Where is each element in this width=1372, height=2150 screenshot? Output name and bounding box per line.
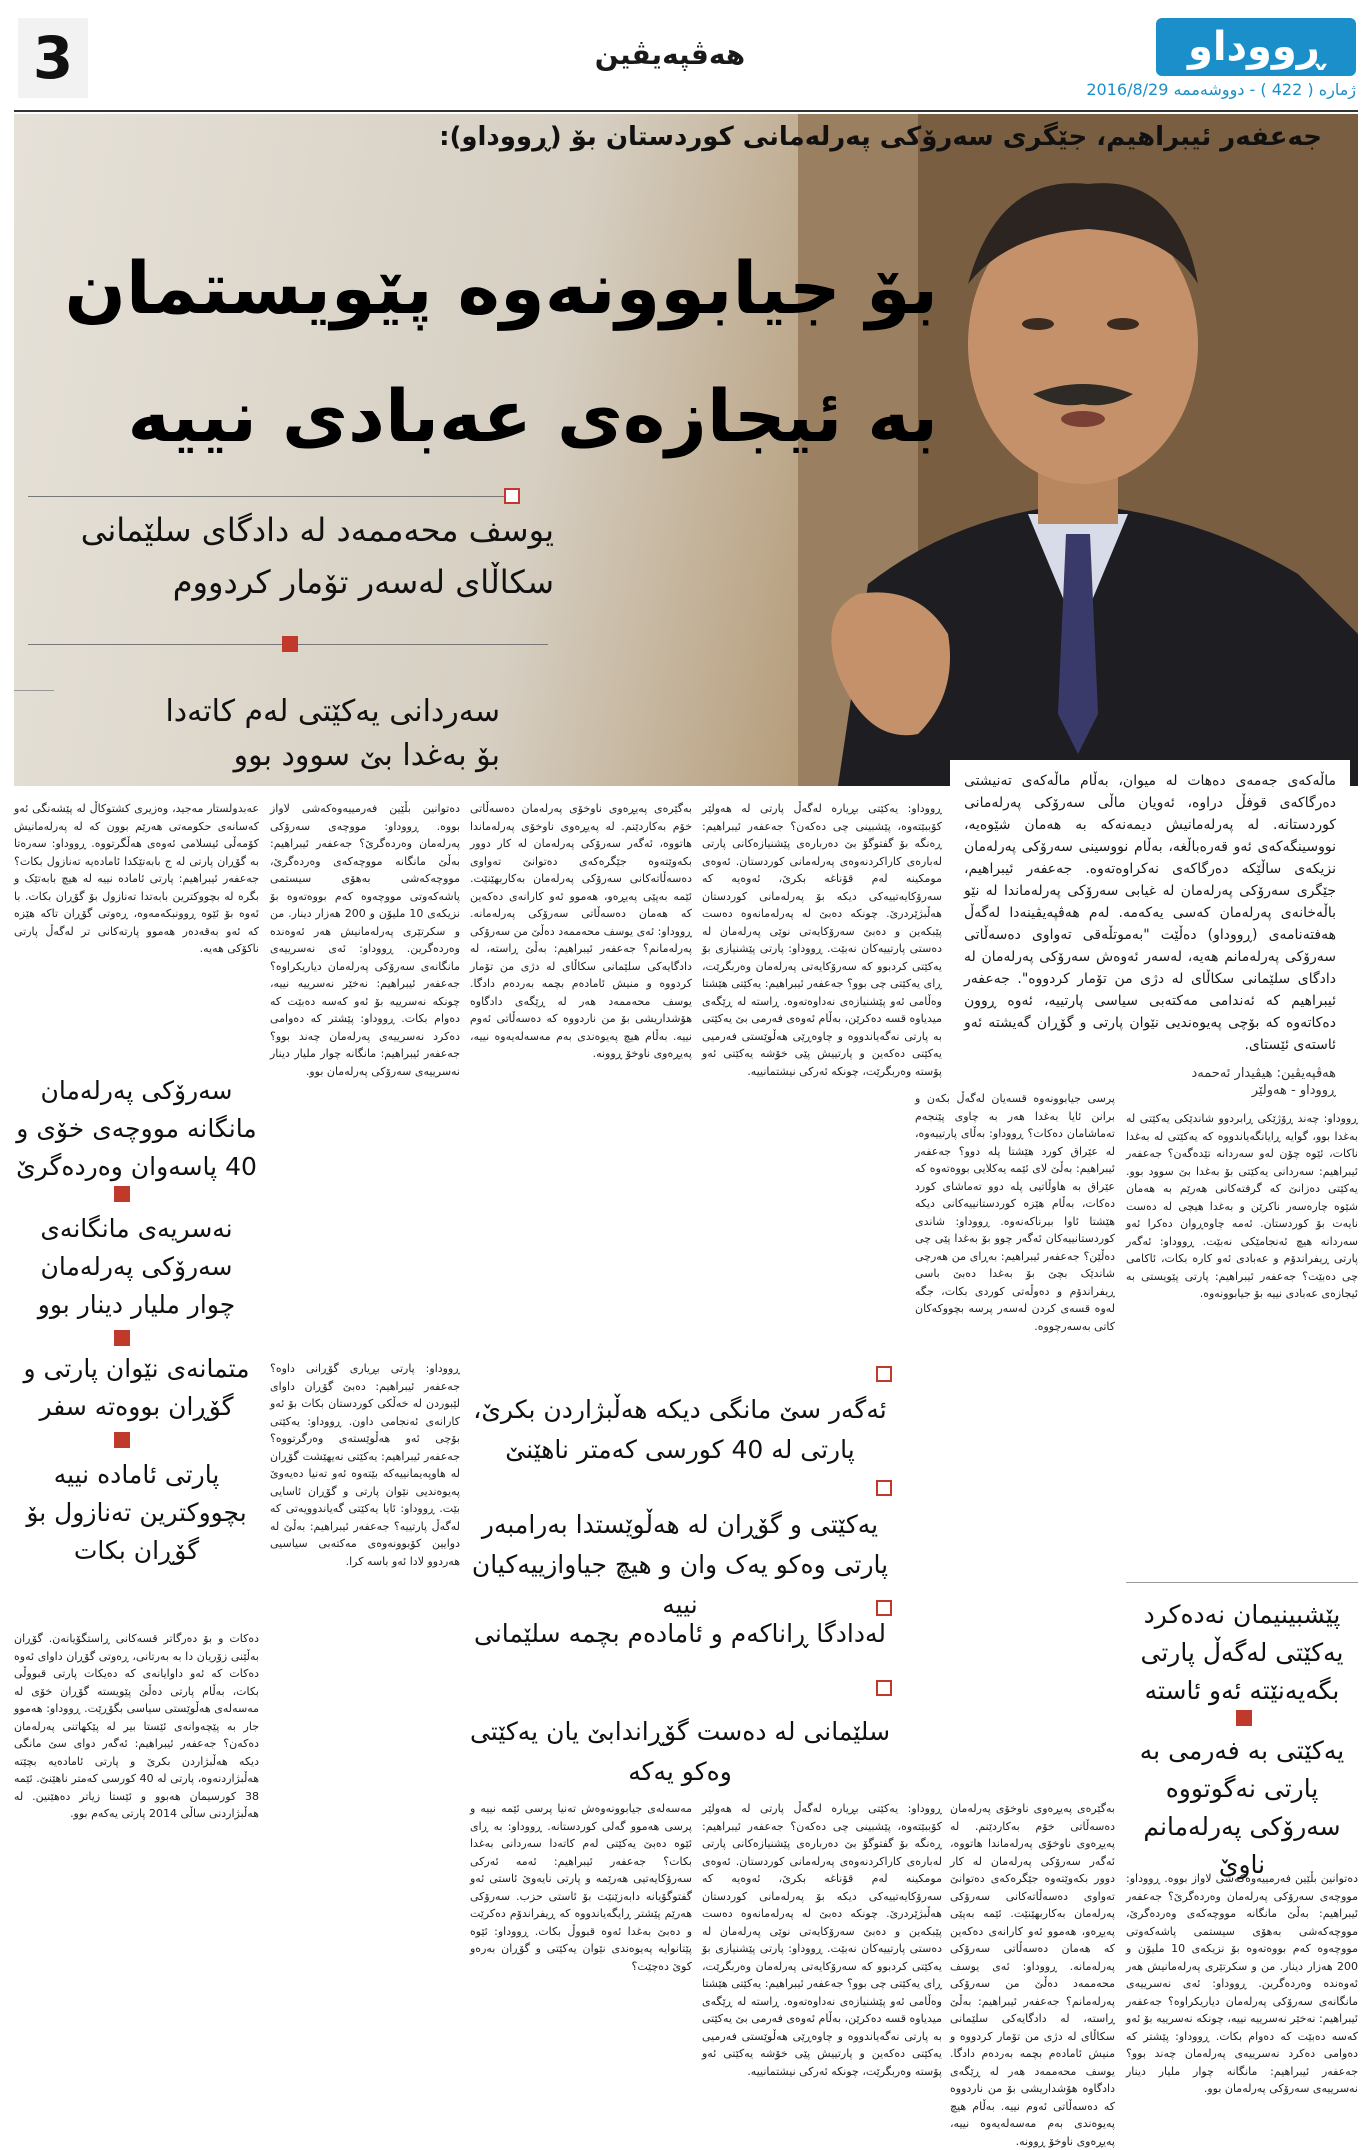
body-column-3: دەتوانین بڵێین فەرمییەوەکەشی لاواز بووە. ڕووداو: مووچەی سەرۆکی پەرلەمان وەردەگرێ؟ جەعفەر ئیبراهیم: بەڵێ مانگانە مووچەکەی وەردەگرێ، مووچەکەشی بەهۆی سیستمی پاشەکەوتی مووچەوە کەم بووەتەوە بۆ نزیکەی 10 ملیۆن و 200 هەزار دینار. من و سکرتێری پەرلەمانیش هەر ئەوەندە وەردەگرین. ڕووداو: ئەی نەسرییەی مانگانەی سەرۆکی پەرلەمان دیاریکراوە؟ جەعفەر ئیبراهیم: نەخێر نەسرییە نییە، چونکە نەسرییە بۆ ئەو کەسە دەبێت کە دەوام بکات. ڕووداو: پێشتر کە دەوامی دەکرد نەسرییەی پەرلەمان چەند بوو؟ جەعفەر ئیبراهیم: مانگانە چوار ملیار دینار نەسرییەی سەرۆکی پەرلەمان بوو.: [270, 802, 461, 1078]
body-column-1: ڕووداو: یەکێتی بڕیارە لەگەڵ پارتی لە هەولێر کۆببێتەوە، پێشبینی چی دەکەن؟ جەعفەر ئیبراهیم: ڕەنگە بۆ گفتوگۆ بێ دەربارەی پێشنیازەکانی پارتی لەبارەی کاراکردنەوەی پەرلەمانی کوردستان. ئەوەی مومکینە لەم قۆناغە بکرێ، ئەوەیە کە سەرۆکایەتییەکی دیکە بۆ پەرلەمانی کوردستان هەڵبژێردرێ. چونکە دەبێ لە پەرلەمانەوە دەست پێبکەین و دەبێ سەرۆکایەتی نوێی پەرلەمان لە دەستی پارتییەکان نەبێت. ڕووداو: پارتی پێشنیازی بۆ یەکێتی کردبوو کە سەرۆکایەتی پەرلەمان وەربگرێت، ڕای یەکێتی چی بوو؟ جەعفەر ئیبراهیم: یەکێتی هێشتا وەڵامی ئەو پێشنیازەی نەداوەتەوە. ڕاستە لە ڕێگەی میدیاوە قسە دەکرێن، بەڵام ئەوەی فەرمی بێ یەکێتی بە پارتی نەگەیاندووە و چاوەڕێی هەڵوێستی فەرمیی یەکێتی دەکەین و پارتییش پێی خۆشە یەکێتی ئەو پۆستە وەربگرێت، چونکە ئەرکی نیشتمانییە.: [702, 802, 942, 1078]
side-quote-2: نەسریەی مانگانەی سەرۆکی پەرلەمان چوار ملیار دینار بوو: [37, 1214, 236, 1319]
quote-square-icon: [876, 1680, 892, 1696]
quote-divider-icon: [114, 1186, 130, 1202]
pullquote-top-line-1: سەردانی یەکێتی لەم کاتەدا: [165, 694, 500, 729]
rudaw-logo: ڕووداو: [1156, 18, 1356, 76]
subhead-line-1: یوسف محەممەد لە دادگای سلێمانی: [80, 511, 554, 549]
page-number: 3: [18, 18, 88, 98]
mid-quote-2: یەکێتی و گۆڕان لە هەڵوێستدا بەرامبەر پارتی وەکو یەک وان و هیچ جیاوازییەکیان نییە: [471, 1510, 889, 1619]
mid-quote-3: لەدادگا ڕاناکەم و ئامادەم بچمە سلێمانی: [474, 1619, 886, 1648]
kicker: جەعفەر ئیبراهیم، جێگری سەرۆکی پەرلەمانی کوردستان بۆ (ڕووداو):: [439, 122, 1322, 152]
byline-location: ڕووداو - هەولێر: [1251, 1083, 1336, 1098]
body-column-4: عەبدولستار مەجید، وەزیری کشتوکاڵ لە پێشەنگی ئەو کەسانەی حکومەتی هەرێم بوون کە لە پەرلەمانیش کۆمەڵی ئیسلامی ئەوەی هەڵگرتووە. ڕووداو: سەرەتا بە گۆڕان پارتی لە ج بابەتێکدا ئامادەیە تەنازول بکات؟ جەعفەر ئیبراهیم: پارتی ئامادە نییە لە هیچ بابەتێک و بگرە لە بچووکترین بابەتدا تەنازول بۆ گۆڕان بکات. با ئەوە بۆ ئێوە ڕوونبکەمەوە، ڕەوتی گۆڕان تاکە هێزە کە ئەو بەقەدەر هەموو پارتەکانی تر لەگەڵ پارتی ناکۆکی هەیە.: [14, 802, 259, 955]
body-column-8: ڕووداو: پارتی بڕیاری گۆڕانی داوە؟ جەعفەر ئیبراهیم: دەبێ گۆڕان داوای لێبوردن لە خەڵکی کوردستان بکات بۆ ئەو کارانەی ئەنجامی داون. ڕووداو: یەکێتی بۆچی ئەو هەڵوێستەی وەرگرتووە؟ جەعفەر ئیبراهیم: یەکێتی نەیهێشت گۆڕان لە هاوپەیمانییەکە بێتەوە ئەو تەنیا دەیەوێ پەیوەندیی نێوان پارتی و گۆڕان ئاسایی بێت. ڕووداو: ئایا یەکێتی گەیاندوویەتی کە لەگەڵ پارتییە؟ جەعفەر ئیبراهیم: بەڵێ لە دوایین کۆبوونەوەی مەکتەبی سیاسیی هەردوو لادا ئەو باسە کرا.: [270, 1362, 460, 1568]
accent-square-filled-icon: [282, 636, 298, 652]
subhead-rule-top: [28, 496, 508, 497]
body-column-5: ڕووداو: چەند ڕۆژێکی ڕابردوو شاندێکی یەکێتی لە بەغدا بوو، گوایە ڕایانگەیاندووە کە یەکێتی لە بەغدا ناکات، ئێوە چۆن لەو سەردانە تێدەگەن؟ جەعفەر ئیبراهیم: سەردانی یەکێتی بۆ بەغدا بێ سوود بوو. یەکێتی دەزانێ کە گرفتەکانی هەرێم بە هەمان شێوە چارەسەر ناکرێن و بەغدا هیچی لە دەست نایەت بۆ کوردستان. ئەمە چاوەڕوان دەکرا ئەو سەردانە هیچ ئەنجامێکی نەبێت. ڕووداو: ئەگەر پارتی ڕیفراندۆم و عەبادی ئەو کارە بکات، ئاکامی چی دەبێت؟ جەعفەر ئیبراهیم: پارتی پێویستی بە ئیجازەی عەبادی نییە بۆ جیابوونەوە.: [1126, 1112, 1358, 1300]
header-divider: [14, 110, 1358, 112]
headline: [38, 224, 938, 480]
accent-square-icon: [504, 488, 520, 504]
pullquote-rule: [14, 690, 54, 691]
body-column-12: دەتوانین بڵێین فەرمییەوەکەشی لاواز بووە. ڕووداو: مووچەی سەرۆکی پەرلەمان وەردەگرێ؟ جەعفەر ئیبراهیم: بەڵێ مانگانە مووچەکەی وەردەگرێ، مووچەکەشی بەهۆی سیستمی پاشەکەوتی مووچەوە کەم بووەتەوە بۆ نزیکەی 10 ملیۆن و 200 هەزار دینار. من و سکرتێری پەرلەمانیش هەر ئەوەندە وەردەگرین. ڕووداو: ئەی نەسرییەی مانگانەی سەرۆکی پەرلەمان دیاریکراوە؟ جەعفەر ئیبراهیم: نەخێر نەسرییە نییە، چونکە نەسرییە بۆ ئەو کەسە دەبێت کە دەوام بکات. ڕووداو: پێشتر کە دەوامی دەکرد نەسرییەی پەرلەمان چەند بوو؟ جەعفەر ئیبراهیم: مانگانە چوار ملیار دینار نەسرییەی سەرۆکی پەرلەمان بوو.: [1126, 1872, 1358, 2095]
headline-line-1: بۆ جیابوونەوە پێویستمان: [64, 246, 938, 330]
mid-quote-4: سلێمانی لە دەست گۆڕاندابێ یان یەکێتی وەکو یەکە: [469, 1717, 891, 1786]
mid-quote-1: ئەگەر سێ مانگی دیکە هەڵبژاردن بکرێ، پارتی لە 40 کورسی کەمتر ناهێنێ: [473, 1395, 887, 1464]
right-quote-2: یەکێتی بە فەرمی بە پارتی نەگوتووە سەرۆکی پەرلەمانم ناوێ: [1139, 1736, 1345, 1879]
body-column-6: دەکات و بۆ دەرگاتر قسەکانی ڕاستگۆیانەن. گۆڕان بەڵێنی زۆریان دا بە بەرتانی، ڕەوتی گۆڕان داوای ئەوە دەکات کە ئەو داوایانەی کە دەیکات پارتی قبووڵی بکات، بەڵام پارتی دەڵێ پێویستە گۆڕان خۆی لە مەسەلەی هەڵوێستی سیاسی بگۆڕێت. ڕووداو: هەموو جار بە پێچەوانەی ئێستا بیر لە پێکهاتنی پەرلەمان دەکەن؟ جەعفەر ئیبراهیم: ئەگەر دوای سێ مانگی دیکە هەڵبژاردن بکرێ و پارتی ئامادەیە بچێتە هەڵبژاردنەوە، پارتی لە 40 کورسی کەمتر ناهێنێ. ئێمە 38 کورسیمان هەبوو و ئێستا زیاتر دەهێنین. لە هەڵبژاردنی ساڵی 2014 پارتی یەکەم بوو.: [14, 1632, 259, 1820]
page-header: [0, 0, 1372, 108]
section-title: هەڤپەیڤین: [594, 38, 746, 71]
side-quote-1: سەرۆکی پەرلەمان مانگانە مووچەی خۆی و 40 پاسەوان وەردەگرێ: [16, 1076, 257, 1181]
quote-divider-icon: [114, 1432, 130, 1448]
side-quote-3: متمانەی نێوان پارتی و گۆڕان بووەتە سفر: [23, 1354, 250, 1421]
body-column-7: پرسی جیابوونەوە قسەیان لەگەڵ بکەن و برانن ئایا بەغدا هەر بە چاوی پێنجەم تەماشامان دەکات؟ ڕووداو: بەڵای پارتییەوە، لە عێراق کورد هێشتا پلە دوو؟ جەعفەر ئیبراهیم: بەڵێ لای ئێمە یەکلایی بووەتەوە کە عێراق بە هاوڵاتیی پلە دوو تەماشای کورد دەکات، بەڵام هێزە کوردستانییەکانی دیکە هێشتا ئاوا بیرناکەنەوە. ڕووداو: شاندی کوردستانییەکان ئەگەر چوو بۆ بەغدا پێی چی دەڵێن؟ جەعفەر ئیبراهیم: بەڕای من هەرچی شاندێک بچێ بۆ بەغدا دەبێ باسی ڕیفراندۆم و دەوڵەتی کوردی بکات، جگە لەوە قسەی کردن لەسەر پرسە بچووکەکان کاتی بەسەرچووە.: [915, 1092, 1115, 1333]
pullquote-top: [80, 690, 500, 778]
pullquote-top-line-2: بۆ بەغدا بێ سوود بوو: [233, 738, 500, 773]
body-column-10: ڕووداو: یەکێتی بڕیارە لەگەڵ پارتی لە هەولێر کۆببێتەوە، پێشبینی چی دەکەن؟ جەعفەر ئیبراهیم: ڕەنگە بۆ گفتوگۆ بێ دەربارەی پێشنیازەکانی پارتی لەبارەی کاراکردنەوەی پەرلەمانی کوردستان. ئەوەی مومکینە لەم قۆناغە بکرێ، ئەوەیە کە سەرۆکایەتییەکی دیکە بۆ پەرلەمانی کوردستان هەڵبژێردرێ. چونکە دەبێ لە پەرلەمانەوە دەست پێبکەین و دەبێ سەرۆکایەتی نوێی پەرلەمان لە دەستی پارتییەکان نەبێت. ڕووداو: پارتی پێشنیازی بۆ یەکێتی کردبوو کە سەرۆکایەتی پەرلەمان وەربگرێت، ڕای یەکێتی چی بوو؟ جەعفەر ئیبراهیم: یەکێتی هێشتا وەڵامی ئەو پێشنیازەی نەداوەتەوە. ڕاستە لە ڕێگەی میدیاوە قسە دەکرێن، بەڵام ئەوەی فەرمی بێ یەکێتی بە پارتی نەگەیاندووە و چاوەڕێی هەڵوێستی فەرمیی یەکێتی دەکەین و پارتییش پێی خۆشە یەکێتی ئەو پۆستە وەربگرێت، چونکە ئەرکی نیشتمانییە.: [702, 1802, 942, 2078]
right-quote-rule: [1126, 1582, 1358, 1583]
intro-box: [950, 760, 1350, 1098]
intro-text: ماڵەکەی جەمەی دەهات لە میوان، بەڵام ماڵەکەی تەنیشتی دەرگاکەی قوفڵ دراوە، ئەویان ماڵی سەرۆکی پەرلەمانی کوردستانە. لە پەرلەمانیش دیمەنەکە بە هەمان شێوەیە، نووسینگەکەی ئەو قەرەباڵغە، بەڵام نووسینی سەرۆکی پەرلەمان نزیکەی ساڵێکە دەرگاکەی نەکراوەتەوە. جەعفەر ئیبراهیم، جێگری سەرۆکی پەرلەمان لە غیابی سەرۆکی پەرلەماندا لە نێو باڵەخانەی پەرلەمان کەسی یەکەمە. لەم هەڤپەیڤینەدا لەگەڵ هەفتەنامەی (ڕووداو) دەڵێت "بەموتڵەقی تەواوی دەسەڵاتی سەرۆکی پەرلەمانم هەیە، لەسەر ئەوەش سەرۆکی پەرلەمان لە دادگای سلێمانی سکاڵای لە دژی من تۆمار کردووە". جەعفەر ئیبراهیم کە ئەندامی مەکتەبی سیاسی پارتییە، ئەوە ڕوون دەکاتەوە کە بۆچی پەیوەندیی نێوان پارتی و گۆڕان گەیشتە ئەو ئاستەی ئێستای.: [964, 773, 1336, 1053]
side-quote-4: پارتی ئامادە نییە بچووکترین تەنازول بۆ گۆڕان بکات: [26, 1460, 247, 1565]
quote-square-icon: [876, 1366, 892, 1382]
hero-section: [14, 114, 1358, 786]
headline-line-2: بە ئیجازەی عەبادی نییە: [127, 374, 938, 458]
body-column-2: بەگێرەی پەیڕەوی ناوخۆی پەرلەمان دەسەڵاتی خۆم بەکاردێنم. لە پەیڕەوی ناوخۆی پەرلەماندا هاتووە، ئەگەر سەرۆکی پەرلەمان لە کار دوور بکەوێتەوە جێگرەکەی دەتوانێ تەواوی دەسەڵاتەکانی سەرۆکی پەرلەمان بەکاربهێنێت. ئێمە بەپێی پەیڕەو، هەموو ئەو کارانەی دەکەین کە هەمان دەسەڵاتی سەرۆکی پەرلەمانە. ڕووداو: ئەی یوسف محەممەد دەڵێ من سەرۆکی پەرلەمانم؟ جەعفەر ئیبراهیم: بەڵێ ڕاستە، لە دادگایەکی سلێمانی سکاڵای لە دژی من تۆمار کردووە و منیش ئامادەم بچمە بەردەم دادگا. یوسف محەممەد هەر لە ڕێگەی دادگاوە هۆشداریشی بۆ من ناردووە کە دەسەڵاتی ئەوم نییە. بەڵام هیچ پەیوەندی بەم مەسەلەیەوە نییە، پەیڕەوی ناوخۆ ڕوونە.: [470, 802, 692, 1060]
issue-info: ژمارە ( 422 ) - دووشەممە 2016/8/29: [1086, 80, 1356, 99]
quote-square-icon: [876, 1480, 892, 1496]
body-column-9: مەسەلەی جیابوونەوەش تەنیا پرسی ئێمە نییە و پرسی هەموو گەلی کوردستانە. ڕووداو: بە ڕای ئێوە دەبێ یەکێتی لەم کاتەدا سەردانی بەغدا بکات؟ جەعفەر ئیبراهیم: ئەمە ئەرکی سەرۆکایەتیی هەرێمە و پارتی نایەوێ ئاستی ئەو گفتوگۆیانە دابەزێنێت بۆ ئاستی حزب. سەرۆکی هەرێم پێشتر ڕایگەیاندووە کە ڕیفراندۆم دەکرێت و دەبێ بەغدا ئەوە قبووڵ بکات. ڕووداو: ئێوە پێتانوایە پەیوەندی نێوان یەکێتی و گۆڕان بەرەو کوێ دەچێت؟: [470, 1802, 692, 1973]
quote-divider-icon: [114, 1330, 130, 1346]
right-quote-1: پێشبینیمان نەدەکرد یەکێتی لەگەڵ پارتی بگەیەنێتە ئەو ئاستە: [1140, 1600, 1344, 1705]
quote-divider-icon: [1236, 1710, 1252, 1726]
body-column-11: بەگێرەی پەیڕەوی ناوخۆی پەرلەمان دەسەڵاتی خۆم بەکاردێنم. لە پەیڕەوی ناوخۆی پەرلەماندا هاتووە، ئەگەر سەرۆکی پەرلەمان لە کار دوور بکەوێتەوە جێگرەکەی دەتوانێ تەواوی دەسەڵاتەکانی سەرۆکی پەرلەمان بەکاربهێنێت. ئێمە بەپێی پەیڕەو، هەموو ئەو کارانەی دەکەین کە هەمان دەسەڵاتی سەرۆکی پەرلەمانە. ڕووداو: ئەی یوسف محەممەد دەڵێ من سەرۆکی پەرلەمانم؟ جەعفەر ئیبراهیم: بەڵێ ڕاستە، لە دادگایەکی سلێمانی سکاڵای لە دژی من تۆمار کردووە و منیش ئامادەم بچمە بەردەم دادگا. یوسف محەممەد هەر لە ڕێگەی دادگاوە هۆشداریشی بۆ من ناردووە کە دەسەڵاتی ئەوم نییە. بەڵام هیچ پەیوەندی بەم مەسەلەیەوە نییە، پەیڕەوی ناوخۆ ڕوونە.: [950, 1802, 1115, 2148]
subhead: [74, 504, 554, 608]
byline-interviewer: هەڤپەیڤین: هیڤیدار ئەحمەد: [1191, 1066, 1336, 1081]
subhead-line-2: سکاڵای لەسەر تۆمار کردووم: [172, 563, 554, 601]
